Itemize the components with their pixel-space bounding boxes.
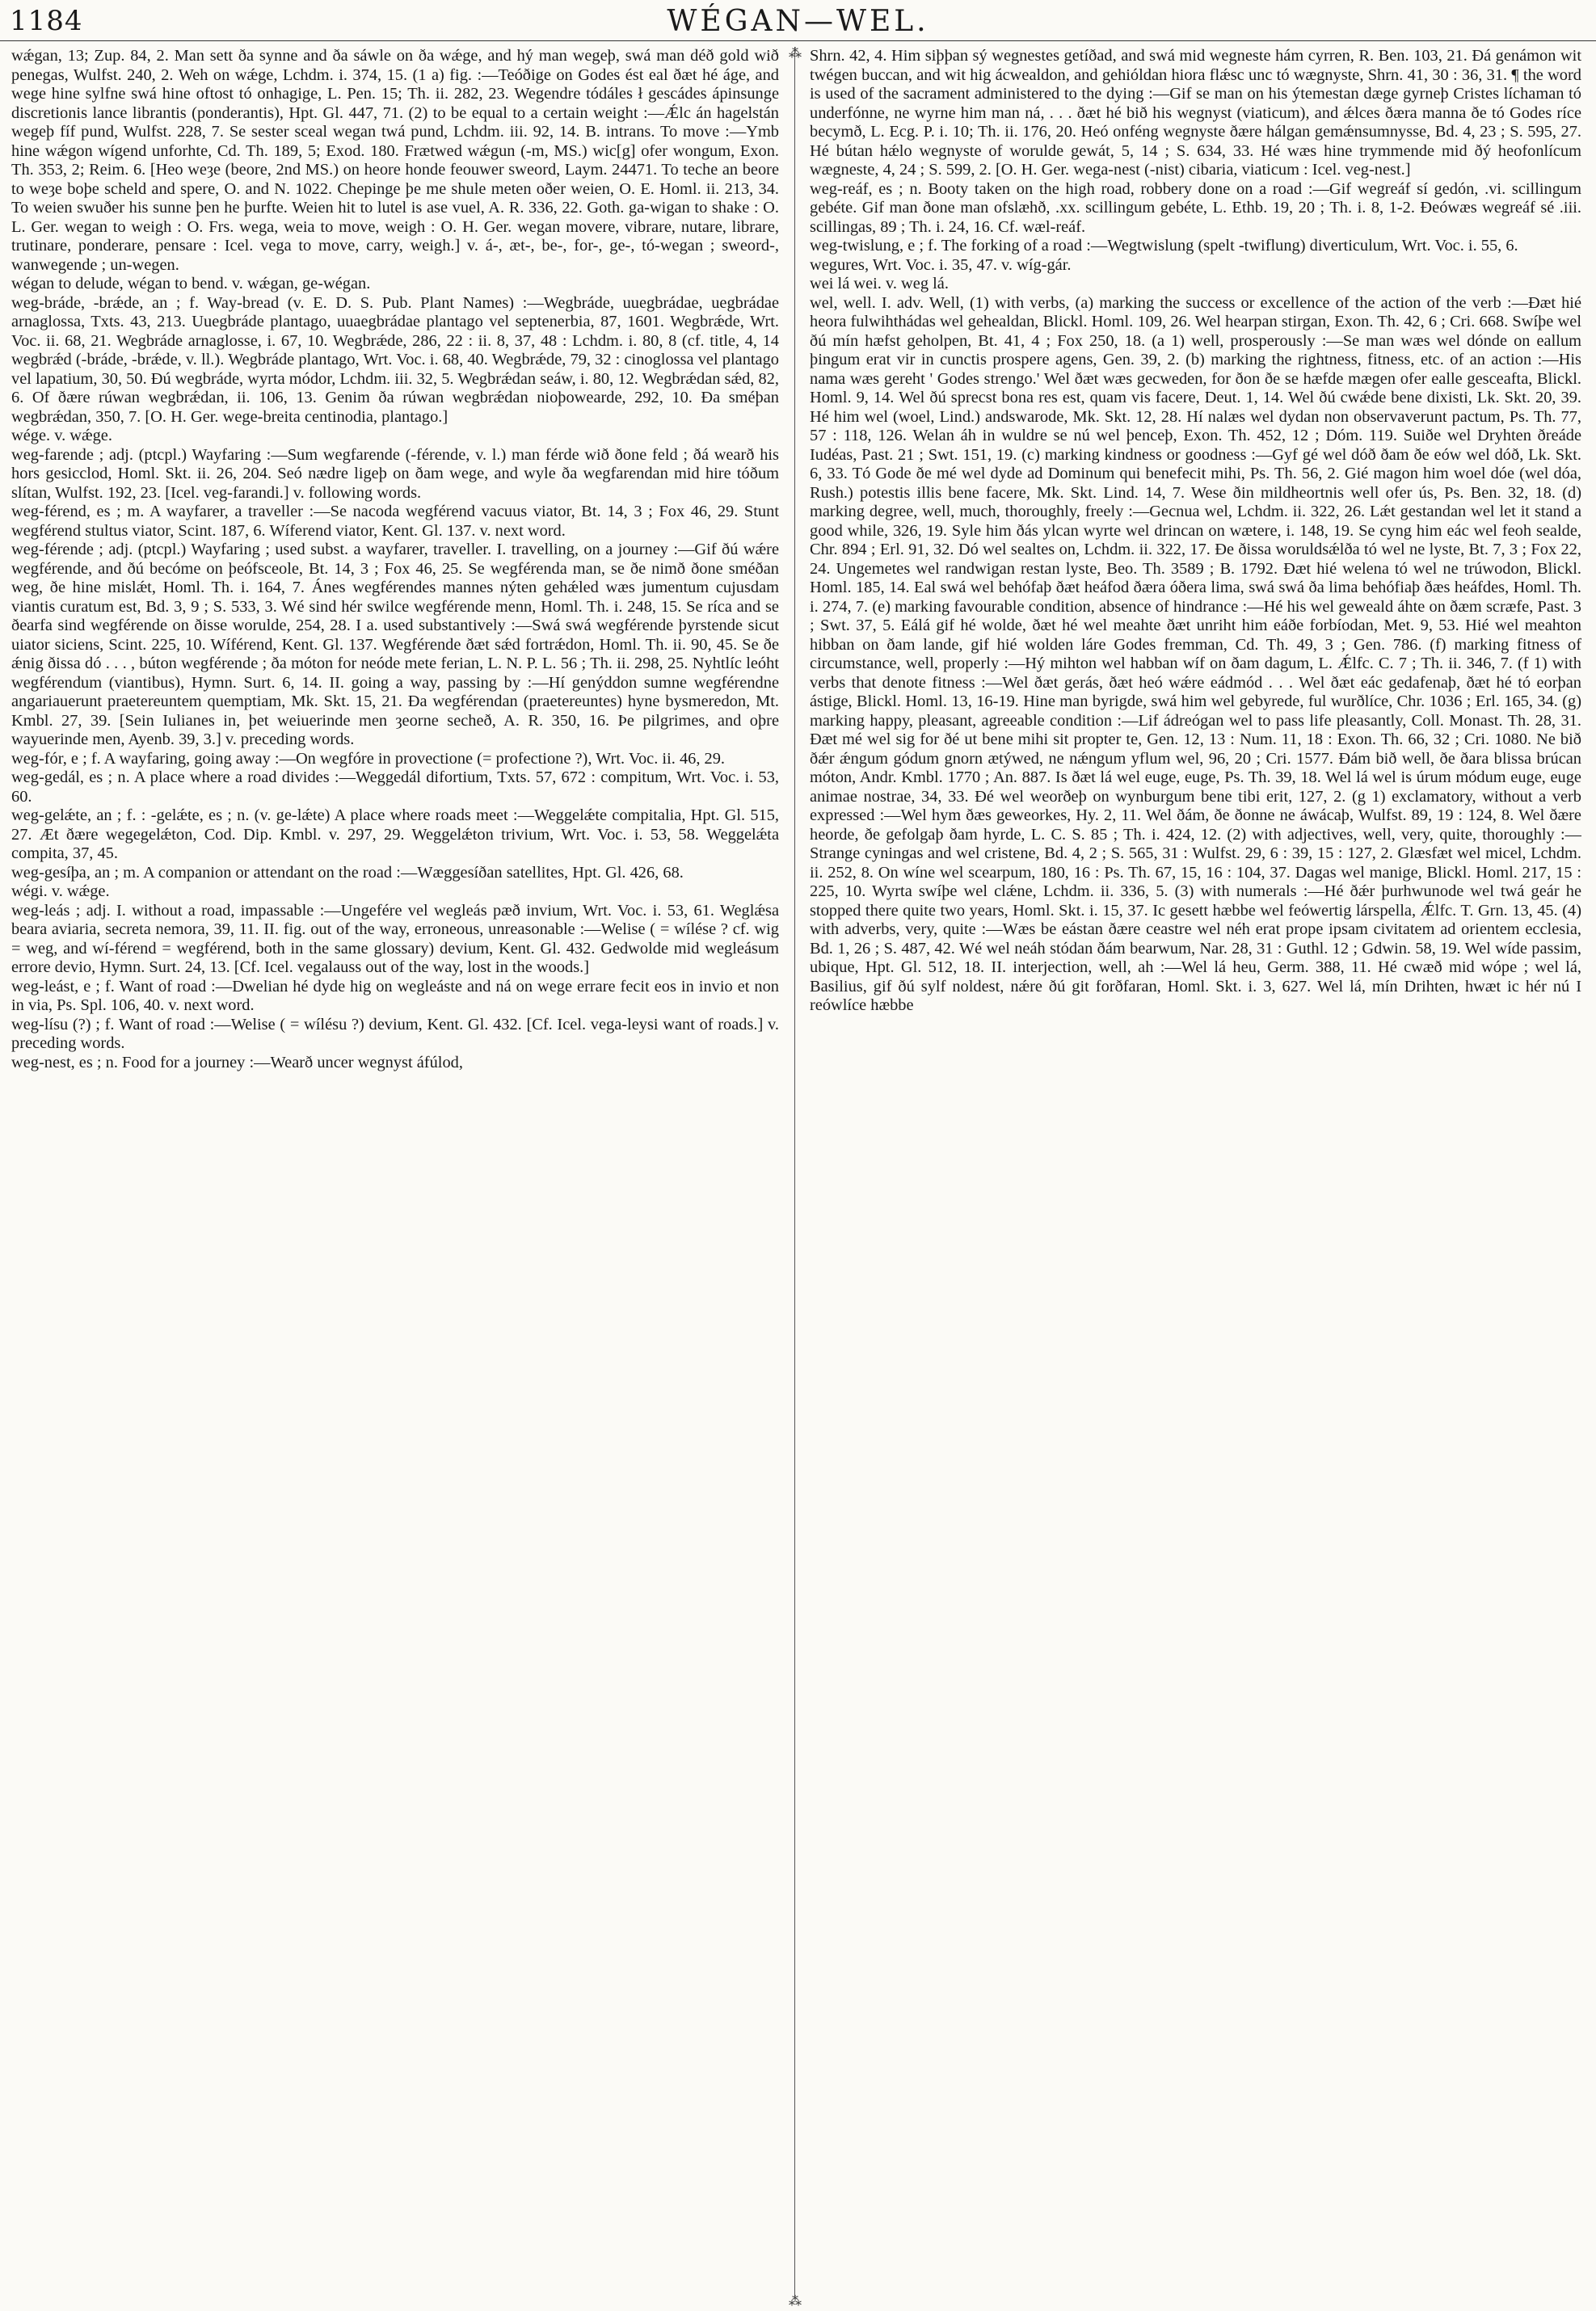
entry-weg-brade: weg-bráde, -brǽde, an ; f. Way-bread (v. E. D. S. Pub. Plant Names) :—Wegbráde, uuegbrádae, uegbrádae arnaglossa, Txts. 43, 213. Uuegbráde plantago, uuaegbrádae plantago vel septenerbia, 87, 1601. Wegbrǽde, Wrt. Voc. ii. 68, 21. Wegbráde arnaglosse, i. 67, 10. Wegbrǽde, 286, 22 : ii. 8, 37, 48 : Lchdm. i. 80, 8 (cf. title, 4, 14 wegbrǽd (-bráde, -brǽde, v. ll.). Wegbráde plantago, Wrt. Voc. i. 68, 40. Wegbrǽde, 79, 32 : cinoglossa vel plantago vel lapatium, 30, 50. Ðú wegbráde, wyrta módor, Lchdm. iii. 32, 5. Wegbrǽdan seáw, i. 80, 12. Wegbrǽdan sǽd, 82, 6. Of ðære rúwan wegbrǽdan, ii. 106, 13. Genim ða rúwan wegbrǽdan nioþowearde, 292, 10. Ða sméþan wegbrǽdan, 350, 7. [O. H. Ger. wege-breita centinodia, plantago.] — [11, 293, 779, 426]
entry-wel: wel, well. I. adv. Well, (1) with verbs, (a) marking the success or excellence of the action of the verb :—Ðæt hié heora fulwihthádas wel gehealdan, Blickl. Homl. 109, 26. Wel hearpan stirgan, Exon. Th. 42, 6 ; Cri. 668. Swíþe wel ðú mín hæfst geholpen, Bt. 41, 4 ; Fox 250, 18. (a 1) well, prosperously :—Se man wæs wel dónde on eallum þingum erat vir in cunctis prospere agens, Gen. 39, 2. (b) marking the rightness, fitness, etc. of an action :—His nama wæs gereht ' Godes strengo.' Wel ðæt wæs gecweden, for ðon ðe se hæfde mægen ofer ealle gesceafta, Blickl. Homl. 9, 14. Wel ðú sprecst bona res est, quam vis facere, Deut. 1, 14. Wel ðú cwǽde bene dixisti, Lk. Skt. 20, 39. Hé him wel (woel, Lind.) andswarode, Mk. Skt. 12, 28. Hí nalæs wel dydan non observaverunt pactum, Ps. Th. 77, 57 : 118, 126. Welan áh in wuldre se nú wel þenceþ, Exon. Th. 452, 12 ; Dóm. 119. Suiðe wel Dryhten ðreáde Iudéas, Past. 21 ; Swt. 151, 19. (c) marking kindness or goodness :—Gyf gé wel dóð ðam ðe eów wel dóð, Lk. Skt. 6, 33. Tó Gode ðe mé wel dyde ad Dominum qui benefecit mihi, Ps. Th. 56, 2. Gié magon him woel dóe (wel dóa, Rush.) potestis illis bene facere, Mk. Skt. Lind. 14, 7. Wese ðin mildheortnis well ofer ús, Ps. Ben. 32, 18. (d) marking degree, well, much, thoroughly, freely :—Gecnua wel, Lchdm. ii. 322, 26. Lǽt gestandan wel let it stand a good while, 326, 19. Syle him ðás ylcan wyrte wel drincan on wætere, i. 148, 19. Se cyng him eác wel feoh sealde, Chr. 894 ; Erl. 91, 32. Dó wel sealtes on, Lchdm. ii. 322, 17. Ðe ðissa woruldsǽlða tó wel ne lyste, Bt. 7, 3 ; Fox 22, 24. Ungemetes wel randwigan restan lyste, Beo. Th. 3589 ; B. 1792. Ðæt hié welena tó wel ne trúwodon, Blickl. Homl. 185, 14. Eal swá wel behófaþ ðæt heáfod ðæra óðera lima, swá swá ða lima behófiaþ ðæs heáfdes, Homl. Th. i. 274, 7. (e) marking favourable condition, absence of hindrance :—Hé his wel geweald áhte on ðæm scræfe, Past. 3 ; Swt. 37, 5. Eálá gif hé wolde, ðæt hé wel meahte ðæt unriht him eáðe forbíodan, Met. 9, 53. Hié wel meahton hibban on ðam lande, gif hié wolden láre Godes fremman, Cd. Th. 49, 3 ; Gen. 786. (f) marking fitness of circumstance, well, properly :—Hý mihton wel habban wíf on ðam dagum, L. Ǽlfc. C. 7 ; Th. ii. 346, 7. (f 1) with verbs that denote fitness :—Wel ðæt gerás, ðæt heó wǽre eádmód . . . Wel ðæt eác gedafenaþ, ðæt hé tó eorþan ástige, Blickl. Homl. 13, 16-19. Hine man byrigde, swá him wel gebyrede, ful wurðlíce, Chr. 1036 ; Erl. 165, 34. (g) marking happy, pleasant, agreeable condition :—Lif ádreógan wel to pass life pleasantly, Coll. Monast. Th. 28, 31. Ðæt mé wel sig for ðé ut bene mihi sit propter te, Gen. 12, 13 : Num. 11, 18 : Exon. Th. 66, 32 ; Cri. 1080. Ne bið ðǽr ǽngum gódum gnorn ætýwed, ne nǽngum yflum wel, 96, 20 ; Cri. 1577. Ðám bið well, ðe ðara blissa brúcan móton, Andr. Kmbl. 1770 ; An. 887. Is ðæt lá wel euge, euge, Ps. Th. 39, 18. Wel lá wel is úrum módum euge, euge animae nostrae, 34, 33. Ðé wel weorðeþ on wynburgum bene tibi erit, 127, 2. (g 1) exclamatory, without a verb expressed :—Wel hym ðæs geweorkes, Hy. 2, 11. Wel ðám, ðe ðonne ne áwácaþ, Wulfst. 89, 19 : 124, 8. Wel ðære heorde, ðe gefolgaþ ðam hyrde, L. C. S. 85 ; Th. i. 424, 12. (2) with adjectives, well, very, quite, thoroughly :—Strange cyningas and wel cristene, Bd. 4, 2 ; S. 565, 31 : Wulfst. 29, 6 : 39, 15 : 127, 2. Glæsfæt wel micel, Lchdm. ii. 252, 8. On wíne wel scearpum, 180, 16 : Ps. Th. 67, 15, 16 : 104, 37. Dagas wel manige, Blickl. Homl. 217, 15 : 225, 10. Wyrta swíþe wel clǽne, Lchdm. ii. 336, 5. (3) with numerals :—Hé ðǽr þurhwunode wel twá geár he stopped there quite two years, Homl. Skt. i. 15, 37. Ic gesett hæbbe wel feówertig lárspella, Ǽlfc. T. Grn. 13, 45. (4) with adverbs, very, quite :—Wæs be eástan ðære ceastre wel néh erat prope ipsam civitatem ad orientem ecclesia, Bd. 1, 26 ; S. 487, 42. Wé wel neáh stódan ðám bearwum, Nar. 28, 31 : Guthl. 12 ; Gdwin. 58, 19. Wel wíde passim, ubique, Hpt. Gl. 512, 18. II. interjection, well, ah :—Wel lá heu, Germ. 388, 11. Hé cwæð mid wópe ; wel lá, Basilius, gif ðú sylf noldest, nǽre ðú git forðfaran, Homl. Skt. i. 3, 627. Wel lá, mín Drihten, hwæt ic hér nú I reówlíce hæbbe — [810, 293, 1581, 1014]
entry-weg-ferend: weg-férend, es ; m. A wayfarer, a traveller :—Se nacoda wegférend vacuus viator, Bt. 14, 3 ; Fox 46, 29. Stunt wegférend stultus viator, Scint. 187, 6. Wíferend viator, Kent. Gl. 137. v. next word. — [11, 503, 779, 540]
column-rule-bottom-mark: ⁂ — [789, 2293, 802, 2309]
entry-weg-gesitha: weg-gesíþa, an ; m. A companion or attendant on the road :—Wæggesíðan satellites, Hpt. Gl. 426, 68. — [11, 863, 684, 882]
entry-weg-lisu: weg-lísu (?) ; f. Want of road :—Welise ( = wílésu ?) devium, Kent. Gl. 432. [Cf. Icel. vega-leysi want of roads.] v. preceding words. — [11, 1015, 779, 1052]
entry-weg-farende: weg-farende ; adj. (ptcpl.) Wayfaring :—Sum wegfarende (-férende, v. l.) man férde wið ðone feld ; ðá wearð his hors gesicclod, Homl. Skt. ii. 26, 204. Seó nædre ligeþ on ðam wege, and wyle ða wegfarendan mid hire tóðum slítan, Wulfst. 192, 23. [Icel. veg-farandi.] v. following words. — [11, 445, 779, 502]
entry-wegi: wégi. v. wǽge. — [11, 882, 110, 900]
entry-wegan-delude: wégan to delude, wégan to bend. v. wǽgan, ge-wégan. — [11, 275, 371, 293]
entry-weg-twislung: weg-twislung, e ; f. The forking of a road :—Wegtwislung (spelt -twiflung) diverticulum, Wrt. Voc. i. 55, 6. — [810, 237, 1518, 255]
column-rule — [794, 47, 795, 2297]
entry-wege: wége. v. wǽge. — [11, 427, 112, 444]
entry-weg-for: weg-fór, e ; f. A wayfaring, going away :—On wegfóre in provectione (= profectione ?), Wrt. Voc. ii. 46, 29. — [11, 749, 726, 768]
entry-weg-nest: weg-nest, es ; n. Food for a journey :—Wearð uncer wegnyst áfúlod, — [11, 1053, 463, 1071]
entry-weg-leas: weg-leás ; adj. I. without a road, impassable :—Ungefére vel wegleás pæð invium, Wrt. Voc. i. 53, 61. Weglǽsa beara aviaria, secreta nemora, 39, 11. II. fig. out of the way, erroneous, unreasonable :—Welise ( = wílése ? cf. wig = weg, and wí-férend = wegférend, both in the same glossary) devium, Kent. Gl. 432. Gedwolde mid wegleásum errore devio, Hymn. Surt. 24, 13. [Cf. Icel. vegalauss out of the way, lost in the woods.] — [11, 901, 779, 976]
entry-weg-nest-cont: Shrn. 42, 4. Him siþþan sý wegnestes getíðad, and swá mid wegneste hám cyrren, R. Ben. 103, 21. Ðá genámon wit twégen buccan, and wit hig ácwealdon, and gehióldan hiora flǽsc unc tó wægnyste, Shrn. 41, 30 : 36, 31. ¶ the word is used of the sacrament administered to the dying :—Gif se man on his ýtemestan dæge gyrneþ Cristes líchaman tó underfónne, ne wyrne him man ná, . . . ðæt hé bið his wegnyst (viaticum), and ǽlces ðæra manna ðe tó Godes ríce becymð, L. Ecg. P. i. 10; Th. ii. 176, 20. Heó onféng wegnyste ðære hálgan gemǽnsumnysse, Bd. 4, 23 ; S. 595, 27. Hé bútan hǽlo wegnyste of worulde gewát, 5, 14 ; S. 634, 33. Hé wæs hine trymmende mid ðý heofonlícum wægneste, 4, 24 ; S. 599, 2. [O. H. Ger. wega-nest (-nist) cibaria, viaticum : Icel. veg-nest.] — [810, 47, 1581, 179]
right-column — [810, 47, 1581, 2291]
entry-wei-la-wei: wei lá wei. v. weg lá. — [810, 275, 949, 293]
entry-wegan-cont: wǽgan, 13; Zup. 84, 2. Man sett ða synne and ða sáwle on ða wǽge, and hý man wegeþ, swá man déð gold wið penegas, Wulfst. 240, 2. Weh on wǽge, Lchdm. i. 374, 15. (1 a) fig. :—Teóðige on Godes ést eal ðæt hé áge, and wege hine sylfne swá hine oftost tó onhagige, L. Pen. 15; Th. ii. 282, 23. Wegendre tódáles ł gescádes ápinsunge discretionis lance librantis (ponderantis), Hpt. Gl. 447, 71. (2) to be equal to a certain weight :—Ǽlc án hagelstán wegeþ fíf pund, Wulfst. 228, 7. Se sester sceal wegan twá pund, Lchdm. iii. 92, 14. B. intrans. To move :—Ymb hine wǽgon wígend unforhte, Cd. Th. 189, 5; Exod. 180. Frætwed wǽgun (-m, MS.) wic[g] ofer wongum, Exon. Th. 353, 2; Reim. 6. [Heo weȝe (beore, 2nd MS.) on heore honde feouwer sweord, Laym. 24471. To teche an beore to weȝe boþe scheld and spere, O. and N. 1022. Chepinge þe me shule meten oðer weien, O. E. Homl. ii. 213, 34. To weien swuðer his sunne þen he þurfte. Weien hit to lutel is ase vuel, A. R. 336, 22. Goth. ga-wigan to shake : O. L. Ger. wegan to weigh : O. Frs. wega, weia to move, weigh : O. H. Ger. wegan movere, vibrare, nutare, librare, trutinare, ponderare, pensare : Icel. vega to move, carry, weigh.] v. á-, æt-, be-, for-, ge-, tó-wegan ; sweord-, wanwegende ; un-wegen. — [11, 47, 779, 274]
page-number: 1184 — [10, 5, 83, 37]
page-header — [0, 0, 1596, 41]
entry-weg-least: weg-leást, e ; f. Want of road :—Dwelian hé dyde hig on wegleáste and ná on wege errare fecit eos in invio et non in via, Ps. Spl. 106, 40. v. next word. — [11, 977, 779, 1014]
entry-weg-gelaete: weg-gelǽte, an ; f. : -gelǽte, es ; n. (v. ge-lǽte) A place where roads meet :—Weggelǽte compitalia, Hpt. Gl. 515, 27. Æt ðære wegegelǽton, Cod. Dip. Kmbl. v. 297, 29. Weggelǽton trivium, Wrt. Voc. i. 53, 58. Weggelǽta compita, 37, 45. — [11, 806, 779, 862]
entry-weg-reaf: weg-reáf, es ; n. Booty taken on the high road, robbery done on a road :—Gif wegreáf sí gedón, .vi. scillingum gebéte. Gif man ðone man ofslæhð, .xx. scillingum gebéte, L. Ethb. 19, 20 ; Th. i. 8, 1-2. Ðeówæs wegreáf sé .iii. scillingas, 89 ; Th. i. 24, 16. Cf. wæl-reáf. — [810, 179, 1581, 236]
left-column — [11, 47, 779, 2291]
entry-weg-gedal: weg-gedál, es ; n. A place where a road divides :—Weggedál difortium, Txts. 57, 672 : compitum, Wrt. Voc. i. 53, 60. — [11, 768, 779, 806]
column-rule-top-mark: ⁂ — [789, 45, 802, 61]
entry-wegures: wegures, Wrt. Voc. i. 35, 47. v. wíg-gár. — [810, 255, 1072, 274]
page-title: WÉGAN—WEL. — [667, 5, 929, 38]
entry-weg-ferende: weg-férende ; adj. (ptcpl.) Wayfaring ; used subst. a wayfarer, traveller. I. travelling, on a journey :—Gif ðú wǽre wegférende, and ðú becóme on þeófsceole, Bt. 14, 3 ; Fox 46, 25. Se wegférenda man, se ðe nimð ðone sméðan weg, ðe hine mislǽt, Homl. Th. i. 164, 7. Ánes wegférendes mannes nýten gehǽled wæs jumentum cujusdam viantis curatum est, Bd. 3, 9 ; S. 533, 3. Wé sind hér swilce wegférende menn, Homl. Th. i. 248, 15. Se ríca and se ðearfa sind wegférende on ðisse worulde, 254, 28. I a. used substantively :—Swá swá wegférende þyrstende sicut uiator siciens, Scint. 225, 10. Wíférend, Kent. Gl. 137. Wegférende ðæt sǽd fortrǽdon, Homl. Th. ii. 90, 45. Se ðe ǽnig ðissa dó . . . , búton wegférende ; ða móton for neóde mete ferian, L. N. P. L. 56 ; Th. ii. 298, 25. Nyhtlíc leóht wegférendum (viantibus), Hymn. Surt. 6, 14. II. going a way, passing by :—Hí genýddon sumne wegférendne angariauerunt praetereuntem quemptiam, Mk. Skt. 15, 21. Ða wegférendan (praetereuntes) hyne bysmeredon, Mt. Kmbl. 27, 39. [Sein Iulianes in, þet weiuerinde men ȝeorne secheð, A. R. 350, 16. Þe pilgrimes, and oþre wayuerinde men, Ayenb. 39, 3.] v. preceding words. — [11, 541, 779, 748]
